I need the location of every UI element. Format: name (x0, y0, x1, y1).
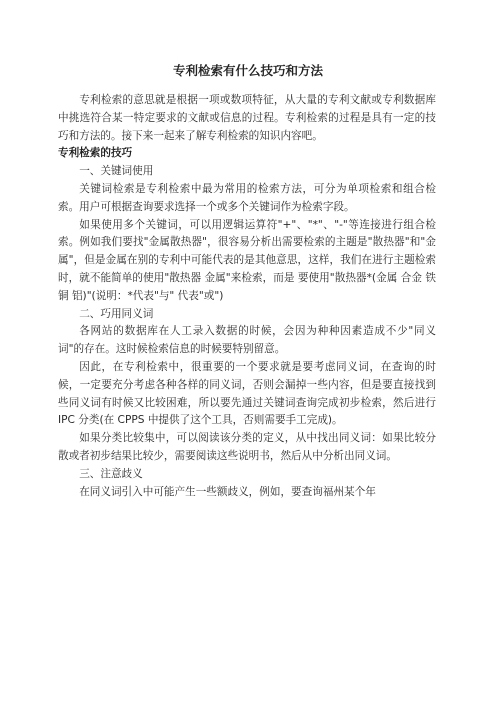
paragraph-synonyms-classification: 如果分类比较集中，可以阅读该分类的定义，从中找出同义词：如果比较分散或者初步结果比较少，需要阅读这些说明书，然后从中分析出同义词。 (58, 432, 436, 462)
subheading-ambiguity: 三、注意歧义 (79, 467, 143, 480)
subheading-synonyms: 二、巧用同义词 (79, 307, 154, 320)
document-title: 专利检索有什么技巧和方法 (172, 63, 323, 78)
paragraph-keywords-intro: 关键词检索是专利检索中最为常用的检索方法，可分为单项检索和组合检索。用户可根据查询要求选择一个或多个关键词作为检索字段。 (58, 182, 436, 213)
paragraph-ambiguity: 在同义词引入中可能产生一些额歧义，例如，要查询福州某个年 (79, 485, 376, 498)
subheading-keywords: 一、关键词使用 (79, 165, 154, 178)
paragraph-keywords-example: 如果使用多个关键词，可以用逻辑运算符"+"、"*"、"-"等连接进行组合检索。例如我们要找"金属散热器"，很容易分析出需要检索的主题是"散热器"和"金属"，但是金属在别的专利中可能代表的是其他意思，这样，我们在进行主题检索时，就不能简单的使用"散热器 金属"来检索，而是 要使用"散热器*(金属 合金 铁 铜 铝)"(说明：*代表"与" 代表"或") (58, 218, 436, 302)
intro-paragraph: 专利检索的意思就是根据一项或数项特征，从大量的专利文献或专利数据库中挑选符合某一特定要求的文献或信息的过程。专利检索的过程是具有一定的技巧和方法的。接下来一起来了解专利检索的知识内容吧。 (58, 94, 436, 142)
paragraph-synonyms-intro: 各网站的数据库在人工录入数据的时候，会因为种种因素造成不少"同义词"的存在。这时候检索信息的时候要特别留意。 (58, 325, 436, 356)
paragraph-synonyms-detail: 因此，在专利检索中，很重要的一个要求就是要考虑同义词，在查询的时候，一定要充分考虑各种各样的同义词，否则会漏掉一些内容，但是要直接找到些同义词有时候又比较困难，所以要先通过关键词查询完成初步检索，然后进行 IPC 分类(在 CPPS 中提供了这个工具，否则需要手工完成)。 (58, 360, 436, 427)
document-body (58, 92, 436, 501)
section-heading: 专利检索的技巧 (58, 147, 133, 160)
